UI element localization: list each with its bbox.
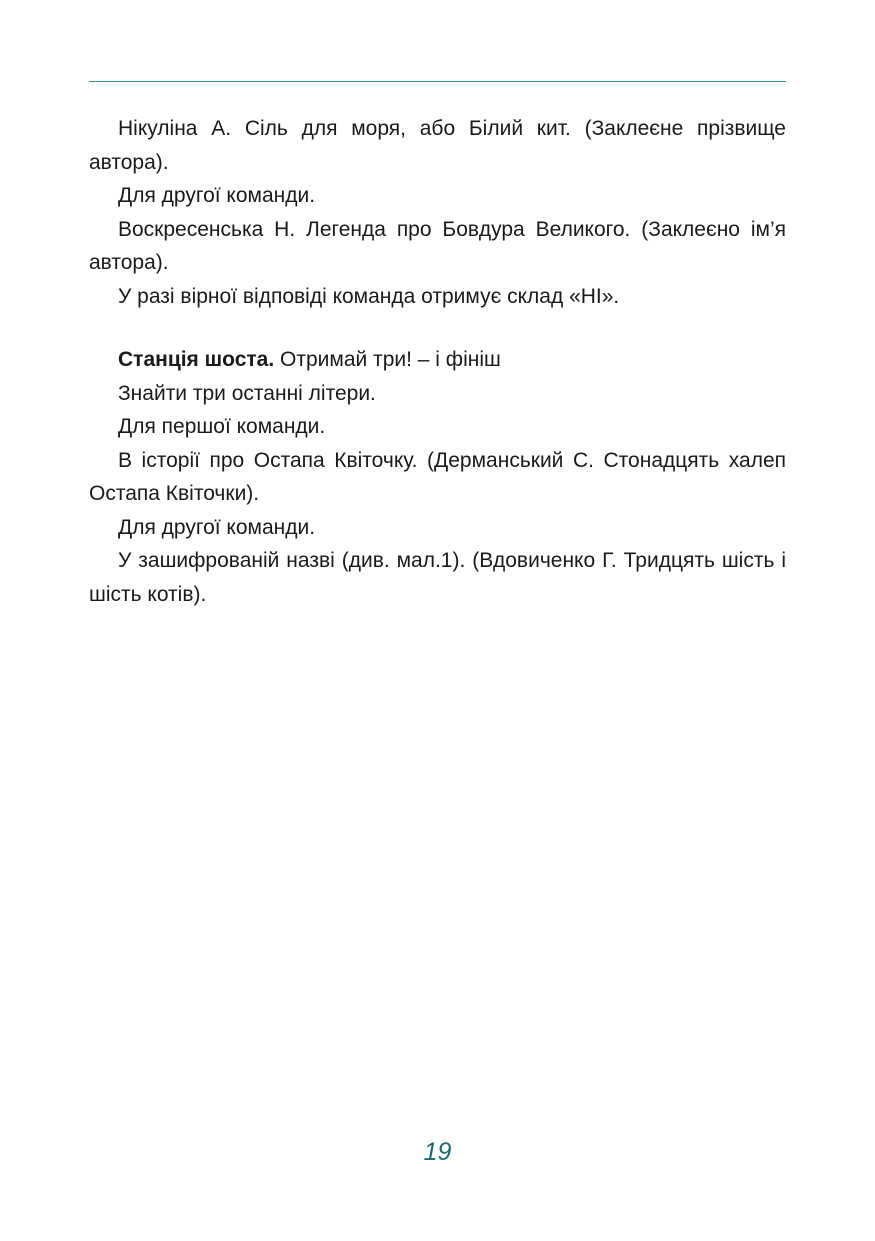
header-rule	[89, 81, 786, 82]
paragraph: Для другої команди.	[118, 515, 316, 539]
paragraph: В історії про Остапа Квіточку. (Дерманський С. Стонадцять халеп Остапа Квіточки).	[89, 448, 786, 505]
paragraph: Для першої команди.	[118, 415, 326, 438]
paragraph: У зашифрованій назві (див. мал.1). (Вдовиченко Г. Тридцять шість і шість котів).	[89, 549, 786, 606]
section-gap	[89, 313, 786, 343]
paragraph: Нікуліна А. Сіль для моря, або Білий кит. (Заклеєне прізвище автора).	[89, 117, 786, 174]
paragraph: Для другої команди.	[118, 184, 316, 207]
page-number: 19	[423, 1138, 452, 1166]
station-heading	[89, 343, 786, 377]
station-subtitle: Отримай три! – і фініш	[280, 348, 501, 371]
paragraph: У разі вірної відповіді команда отримує склад «НІ».	[118, 284, 620, 308]
paragraph: Воскресенська Н. Легенда про Бовдура Великого. (Заклеєно ім’я автора).	[89, 217, 786, 274]
page-body	[89, 112, 786, 611]
station-title: Станція шоста.	[118, 348, 275, 371]
paragraph: Знайти три останні літери.	[118, 381, 376, 405]
